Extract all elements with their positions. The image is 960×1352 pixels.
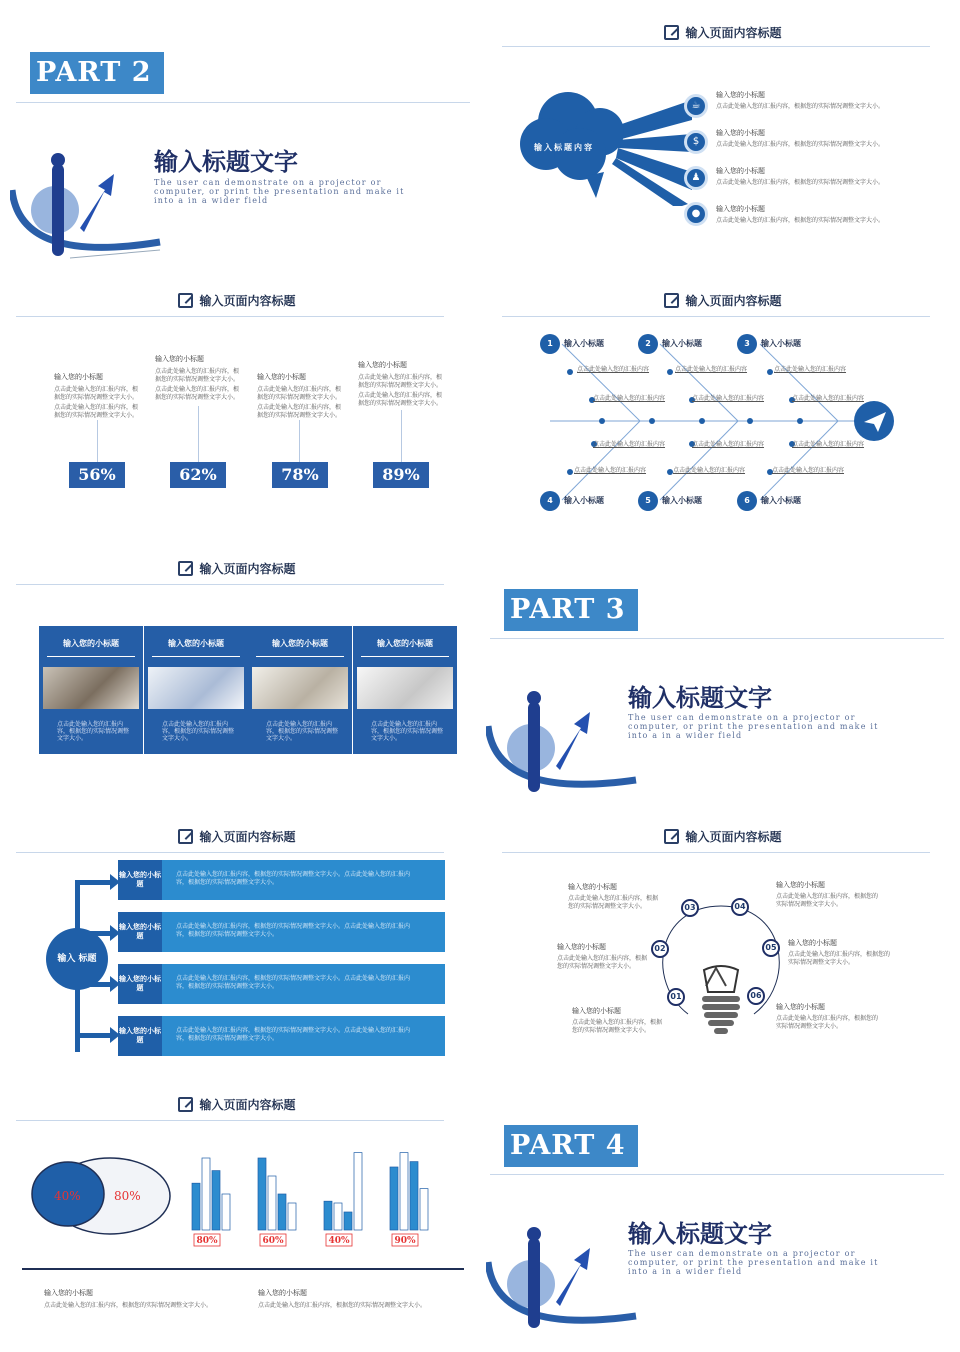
edit-icon	[664, 293, 679, 308]
info-card	[144, 626, 248, 754]
item-title: 输入您的小标题	[716, 129, 765, 137]
footer-item	[258, 1288, 426, 1310]
slide-part3	[486, 538, 960, 800]
bar	[390, 1167, 398, 1230]
card-title: 输入您的小标题	[377, 639, 433, 648]
connector-line	[97, 420, 98, 462]
meeting-photo	[148, 667, 244, 709]
section-title: 输入标题文字	[154, 148, 298, 176]
footer-desc: 点击此处输入您的汇报内容，根据您的实际情况调整文字大小。	[44, 1302, 213, 1309]
section-subtitle: The user can demonstrate on a projector or computer, or print the presentation and make it into a in a wider field	[628, 1249, 879, 1276]
bulb-item: 输入您的小标题 点击此处输入您的汇报内容，根据您的实际情况调整文字大小。	[572, 1007, 663, 1034]
card-title: 输入您的小标题	[272, 639, 328, 648]
footer-item	[44, 1288, 212, 1310]
item-desc: 点击此处输入您的汇报内容，根据您的实际情况调整文字大小。	[155, 386, 240, 401]
item-desc: 点击此处输入您的汇报内容，根据您的实际情况调整文字大小。	[54, 404, 139, 419]
item-desc: 点击此处输入您的汇报内容，根据您的实际情况调整文字大小。	[257, 404, 342, 419]
fishbone-head: 1 输入小标题	[540, 334, 604, 354]
bar-group-label: 90%	[394, 1236, 416, 1246]
card-desc: 点击此处输入您的汇报内容，根据您的实际情况调整文字大小。	[57, 721, 130, 742]
bar	[288, 1203, 296, 1230]
bar	[334, 1203, 342, 1230]
bar-group-label: 80%	[196, 1236, 218, 1246]
info-card	[248, 626, 352, 754]
fishbone-note: 点击此处输入您的汇报内容	[692, 395, 765, 402]
fishbone-note: 点击此处输入您的汇报内容	[577, 366, 650, 373]
bulb-number: 05	[762, 939, 780, 957]
bar	[258, 1158, 266, 1230]
cloud-icon-circle	[684, 94, 708, 118]
documents-photo	[252, 667, 348, 709]
edit-icon	[664, 829, 679, 844]
fishbone-note: 点击此处输入您的汇报内容	[692, 441, 765, 448]
fishbone-head: 2 输入小标题	[638, 334, 702, 354]
page-title: 输入页面内容标题	[199, 830, 296, 844]
money-icon: $	[692, 136, 700, 147]
venn-left-label: 40%	[54, 1189, 81, 1203]
card-title: 输入您的小标题	[168, 639, 224, 648]
connector-line	[299, 420, 300, 462]
section-title: 输入标题文字	[628, 684, 772, 712]
edit-icon	[664, 25, 679, 40]
item-desc: 点击此处输入您的汇报内容，根据您的实际情况调整文字大小。	[716, 179, 885, 186]
bar-group-label: 40%	[328, 1236, 350, 1246]
lightbulb-diagram	[656, 892, 786, 1052]
item-desc: 点击此处输入您的汇报内容，根据您的实际情况调整文字大小。	[358, 392, 443, 407]
fishbone-note: 点击此处输入您的汇报内容	[675, 366, 748, 373]
section-subtitle: The user can demonstrate on a projector or computer, or print the presentation and make it into a in a wider field	[154, 178, 405, 205]
cloud-icon-circle	[684, 166, 708, 190]
fishbone-note: 点击此处输入您的汇报内容	[574, 467, 647, 474]
fishbone-note: 点击此处输入您的汇报内容	[593, 441, 666, 448]
row-desc: 点击此处输入您的汇报内容，根据您的实际情况调整文字大小。点击此处输入您的汇报内容，根据您的实际情况调整文字大小。	[176, 975, 411, 990]
fishbone-note: 点击此处输入您的汇报内容	[792, 441, 865, 448]
footer-title: 输入您的小标题	[44, 1289, 93, 1297]
section-title: 输入标题文字	[628, 1220, 772, 1248]
percent-box: 62%	[170, 462, 226, 488]
cloud-item	[716, 204, 884, 225]
section-subtitle: The user can demonstrate on a projector or computer, or print the presentation and make it into a in a wider field	[628, 713, 879, 740]
item-title: 输入您的小标题	[257, 373, 306, 381]
divider	[502, 316, 930, 317]
row-desc: 点击此处输入您的汇报内容，根据您的实际情况调整文字大小。点击此处输入您的汇报内容，根据您的实际情况调整文字大小。	[176, 871, 411, 886]
percent-box: 78%	[272, 462, 328, 488]
percent-box: 56%	[69, 462, 125, 488]
cloud-icon-circle	[684, 130, 708, 154]
bar	[222, 1194, 230, 1230]
bar	[212, 1171, 220, 1230]
fishbone-note: 点击此处输入您的汇报内容	[774, 366, 847, 373]
tree-row	[118, 912, 445, 952]
tree-row	[118, 1016, 445, 1056]
bar	[344, 1212, 352, 1230]
page-title: 输入页面内容标题	[199, 1098, 296, 1112]
part-badge: PART 3	[504, 589, 638, 631]
edit-icon	[178, 561, 193, 576]
fishbone-note: 点击此处输入您的汇报内容	[792, 395, 865, 402]
item-desc: 点击此处输入您的汇报内容，根据您的实际情况调整文字大小。	[358, 374, 443, 389]
pct-item	[155, 354, 243, 402]
footer-title: 输入您的小标题	[258, 1289, 307, 1297]
team-icon: ♟	[691, 172, 701, 183]
fishbone-head: 5 输入小标题	[638, 491, 702, 511]
bar	[202, 1158, 210, 1230]
laptop-photo	[43, 667, 139, 709]
row-label: 输入您的小标题	[118, 1016, 162, 1056]
divider	[490, 638, 944, 639]
part-badge: PART 4	[504, 1125, 638, 1167]
cloud-item	[716, 90, 884, 111]
fishbone-head: 3 输入小标题	[737, 334, 801, 354]
bulb-item: 输入您的小标题 点击此处输入您的汇报内容，根据您的实际情况调整文字大小。	[776, 881, 879, 908]
tree-row	[118, 860, 445, 900]
connector-line	[198, 406, 199, 462]
tree-row	[118, 964, 445, 1004]
bar	[278, 1194, 286, 1230]
slide-part2	[0, 0, 474, 262]
item-title: 输入您的小标题	[54, 373, 103, 381]
drop-icon: ●	[691, 208, 701, 219]
item-desc: 点击此处输入您的汇报内容，根据您的实际情况调整文字大小。	[716, 141, 885, 148]
percent-box: 89%	[373, 462, 429, 488]
divider	[502, 852, 930, 853]
bar	[420, 1189, 428, 1230]
divider	[16, 316, 444, 317]
card-desc: 点击此处输入您的汇报内容，根据您的实际情况调整文字大小。	[162, 721, 235, 742]
page-title: 输入页面内容标题	[685, 830, 782, 844]
item-title: 输入您的小标题	[716, 91, 765, 99]
tree-center-circle: 输入 标题	[46, 928, 108, 990]
divider	[16, 584, 444, 585]
edit-icon	[178, 293, 193, 308]
item-desc: 点击此处输入您的汇报内容，根据您的实际情况调整文字大小。	[716, 103, 885, 110]
cloud-item	[716, 128, 884, 149]
part-badge: PART 2	[30, 52, 164, 94]
divider	[16, 102, 470, 103]
bar	[192, 1183, 200, 1230]
bar	[354, 1153, 362, 1230]
person-arrow-illustration	[486, 690, 641, 800]
item-desc: 点击此处输入您的汇报内容，根据您的实际情况调整文字大小。	[257, 386, 342, 401]
cup-icon: ☕	[691, 100, 701, 111]
bulb-number: 03	[681, 899, 699, 917]
fishbone-note: 点击此处输入您的汇报内容	[673, 467, 746, 474]
cloud-item	[716, 166, 884, 187]
item-desc: 点击此处输入您的汇报内容，根据您的实际情况调整文字大小。	[155, 368, 240, 383]
item-title: 输入您的小标题	[358, 361, 407, 369]
row-desc: 点击此处输入您的汇报内容，根据您的实际情况调整文字大小。点击此处输入您的汇报内容，根据您的实际情况调整文字大小。	[176, 923, 411, 938]
bulb-item: 输入您的小标题 点击此处输入您的汇报内容，根据您的实际情况调整文字大小。	[776, 1003, 879, 1030]
fishbone-note: 点击此处输入您的汇报内容	[593, 395, 666, 402]
page-title: 输入页面内容标题	[199, 294, 296, 308]
fishbone-head: 6 输入小标题	[737, 491, 801, 511]
item-title: 输入您的小标题	[155, 355, 204, 363]
bar-group-label: 60%	[262, 1236, 284, 1246]
divider	[490, 1174, 944, 1175]
item-desc: 点击此处输入您的汇报内容，根据您的实际情况调整文字大小。	[716, 217, 885, 224]
bulb-number: 06	[747, 987, 765, 1005]
footer-desc: 点击此处输入您的汇报内容，根据您的实际情况调整文字大小。	[258, 1302, 427, 1309]
pct-item	[358, 360, 446, 408]
bar-chart	[20, 1136, 460, 1256]
bar	[400, 1153, 408, 1230]
row-label: 输入您的小标题	[118, 964, 162, 1004]
row-label: 输入您的小标题	[118, 912, 162, 952]
person-arrow-illustration	[486, 1226, 641, 1336]
edit-icon	[178, 1097, 193, 1112]
divider	[502, 46, 930, 47]
bulb-item: 输入您的小标题 点击此处输入您的汇报内容，根据您的实际情况调整文字大小。	[788, 939, 891, 966]
bar	[324, 1201, 332, 1230]
writing-photo	[357, 667, 453, 709]
slide-part4	[486, 1074, 960, 1336]
chart-baseline	[22, 1268, 464, 1270]
bar	[268, 1176, 276, 1230]
bar	[410, 1162, 418, 1230]
divider	[16, 1120, 444, 1121]
item-desc: 点击此处输入您的汇报内容，根据您的实际情况调整文字大小。	[54, 386, 139, 401]
person-arrow-illustration	[10, 150, 165, 262]
edit-icon	[178, 829, 193, 844]
bulb-number: 02	[651, 940, 669, 958]
bulb-number: 01	[667, 988, 685, 1006]
fishbone-head: 4 输入小标题	[540, 491, 604, 511]
pct-item	[257, 372, 345, 420]
venn-right-label: 80%	[114, 1189, 141, 1203]
info-card	[39, 626, 143, 754]
item-title: 输入您的小标题	[716, 167, 765, 175]
info-card	[353, 626, 457, 754]
item-title: 输入您的小标题	[716, 205, 765, 213]
card-title: 输入您的小标题	[63, 639, 119, 648]
divider	[16, 852, 444, 853]
cloud-center-label: 输入标题内容	[534, 143, 594, 152]
bulb-item: 输入您的小标题 点击此处输入您的汇报内容，根据您的实际情况调整文字大小。	[568, 883, 659, 910]
slide-percentages	[0, 270, 474, 532]
pct-item	[54, 372, 142, 420]
page-title: 输入页面内容标题	[685, 26, 782, 40]
card-desc: 点击此处输入您的汇报内容，根据您的实际情况调整文字大小。	[371, 721, 444, 742]
cloud-icon-circle	[684, 202, 708, 226]
bulb-number: 04	[731, 898, 749, 916]
row-desc: 点击此处输入您的汇报内容，根据您的实际情况调整文字大小。点击此处输入您的汇报内容，根据您的实际情况调整文字大小。	[176, 1027, 411, 1042]
fishbone-note: 点击此处输入您的汇报内容	[772, 467, 845, 474]
bulb-item: 输入您的小标题 点击此处输入您的汇报内容，根据您的实际情况调整文字大小。	[557, 943, 648, 970]
page-title: 输入页面内容标题	[685, 294, 782, 308]
row-label: 输入您的小标题	[118, 860, 162, 900]
connector-line	[401, 410, 402, 462]
card-desc: 点击此处输入您的汇报内容，根据您的实际情况调整文字大小。	[266, 721, 339, 742]
page-title: 输入页面内容标题	[199, 562, 296, 576]
